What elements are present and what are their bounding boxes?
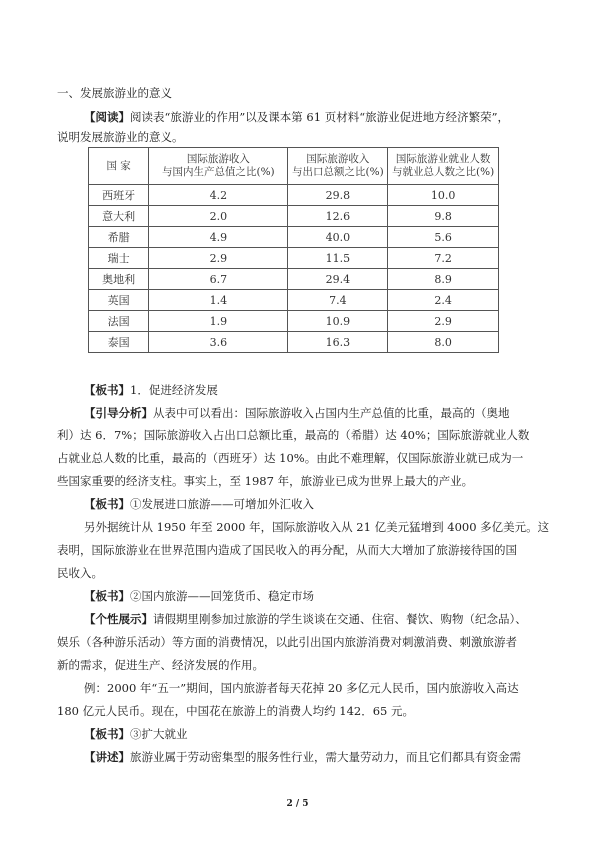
reading-tag: 【阅读】 [84,110,130,124]
show-line-1 [84,612,527,626]
cell-gdp: 4.2 [149,185,288,206]
cell-gdp: 1.4 [149,290,288,311]
tourism-role-table [88,147,499,353]
show-tag: 【个性展示】 [84,612,153,626]
show-text-1: 请假期里刚参加过旅游的学生谈谈在交通、住宿、餐饮、购物（纪念品）、 [153,612,527,626]
lecture-text-1: 旅游业属于劳动密集型的服务性行业，需大量劳动力，而且它们都具有资金需 [130,750,521,764]
table-row [89,206,499,227]
cell-country: 英国 [89,290,149,311]
cell-country: 奥地利 [89,269,149,290]
stats-line-1: 另外据统计从 1950 年至 2000 年，国际旅游收入从 21 亿美元猛增到 4000 多亿美元。这 [84,520,550,534]
cell-country: 西班牙 [89,185,149,206]
stats-line-3: 民收入。 [57,566,103,580]
guide-line-2: 利）达 6．7%；国际旅游收入占出口总额比重，最高的（希腊）达 40%；国际旅游就业人数 [57,428,530,442]
board-tag: 【板书】 [84,497,130,511]
stats-line-2: 表明，国际旅游业在世界范围内造成了国民收入的再分配，从而大大增加了旅游接待国的国 [57,543,517,557]
board-tag: 【板书】 [84,383,130,397]
cell-export: 29.8 [288,185,388,206]
board-tag: 【板书】 [84,727,130,741]
board-note-1 [84,383,218,397]
cell-employment: 5.6 [388,227,499,248]
cell-gdp: 1.9 [149,311,288,332]
cell-country: 法国 [89,311,149,332]
reading-text-1: 阅读表“旅游业的作用”以及课本第 61 页材料“旅游业促进地方经济繁荣”， [130,110,509,124]
cell-country: 希腊 [89,227,149,248]
show-line-3: 新的需求，促进生产、经济发展的作用。 [57,658,264,672]
table-row [89,290,499,311]
cell-export: 29.4 [288,269,388,290]
cell-country: 泰国 [89,332,149,353]
guide-line-4: 些国家重要的经济支柱。事实上，至 1987 年，旅游业已成为世界上最大的产业。 [57,474,474,488]
table-header-row [89,148,499,185]
cell-country: 意大利 [89,206,149,227]
cell-gdp: 2.9 [149,248,288,269]
cell-employment: 10.0 [388,185,499,206]
table-row [89,185,499,206]
cell-export: 7.4 [288,290,388,311]
board-text: ③扩大就业 [130,727,188,741]
table-row [89,311,499,332]
cell-employment: 2.9 [388,311,499,332]
board-text: 1．促进经济发展 [130,383,218,397]
cell-employment: 9.8 [388,206,499,227]
board-text: ①发展进口旅游——可增加外汇收入 [130,497,314,511]
cell-gdp: 3.6 [149,332,288,353]
cell-employment: 2.4 [388,290,499,311]
cell-export: 10.9 [288,311,388,332]
show-line-2: 娱乐（各种游乐活动）等方面的消费情况，以此引出国内旅游消费对刺激消费、刺激旅游者 [57,635,517,649]
cell-gdp: 6.7 [149,269,288,290]
cell-employment: 8.0 [388,332,499,353]
cell-export: 11.5 [288,248,388,269]
board-note-2 [84,497,314,511]
reading-paragraph-line-2: 说明发展旅游业的意义。 [57,130,184,144]
table-row [89,248,499,269]
table-row [89,269,499,290]
lecture-line-1 [84,750,521,764]
guide-line-1 [84,406,510,420]
cell-country: 瑞士 [89,248,149,269]
cell-gdp: 2.0 [149,206,288,227]
cell-employment: 8.9 [388,269,499,290]
example-line-1: 例：2000 年“五一”期间，国内旅游者每天花掉 20 多亿元人民币，国内旅游收入高达 [84,681,519,695]
table-row [89,332,499,353]
guide-tag: 【引导分析】 [84,406,153,420]
guide-text-1: 从表中可以看出：国际旅游收入占国内生产总值的比重，最高的（奥地 [153,406,510,420]
cell-employment: 7.2 [388,248,499,269]
section-title: 一、发展旅游业的意义 [57,86,172,100]
lecture-tag: 【讲述】 [84,750,130,764]
board-note-4 [84,727,188,741]
cell-gdp: 4.9 [149,227,288,248]
example-line-2: 180 亿元人民币。现在，中国花在旅游上的消费人均约 142．65 元。 [57,704,414,718]
header-country: 国 家 [89,148,149,185]
board-text: ②国内旅游——回笼货币、稳定市场 [130,589,314,603]
header-gdp-ratio: 国际旅游收入 与国内生产总值之比(%) [149,148,288,185]
header-employment-ratio: 国际旅游业就业人数 与就业总人数之比(%) [388,148,499,185]
cell-export: 40.0 [288,227,388,248]
table-row [89,227,499,248]
board-tag: 【板书】 [84,589,130,603]
board-note-3 [84,589,314,603]
header-export-ratio: 国际旅游收入 与出口总额之比(%) [288,148,388,185]
guide-line-3: 占就业总人数的比重，最高的（西班牙）达 10%。由此不难理解，仅国际旅游业就已成为一 [57,451,524,465]
cell-export: 12.6 [288,206,388,227]
reading-paragraph-line-1 [84,110,509,124]
page-number: 2 / 5 [286,799,309,809]
cell-export: 16.3 [288,332,388,353]
